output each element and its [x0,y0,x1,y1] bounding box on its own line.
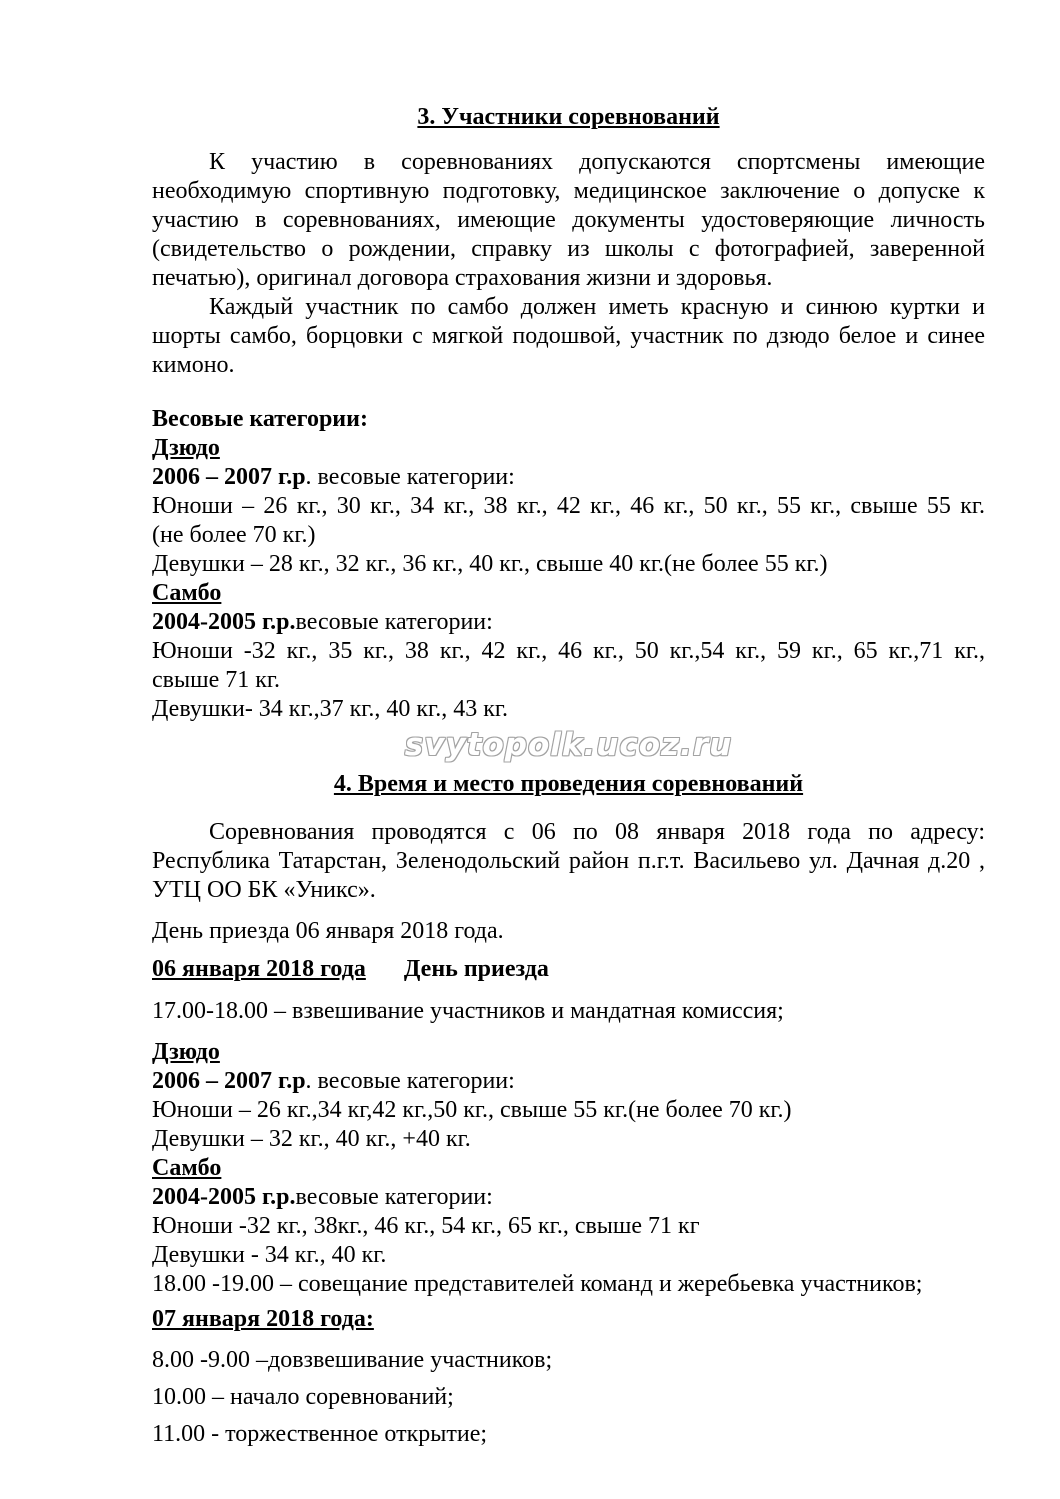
sambo-years-rest: весовые категории: [295,609,493,635]
day1-schedule-weighing: 17.00-18.00 – взвешивание участников и мандатная комиссия; [152,998,784,1024]
judo-years-rest: . весовые категории: [305,464,515,490]
day1-judo-label: Дзюдо [152,1039,220,1065]
day2-schedule-reweighing: 8.00 -9.00 –довзвешивание участников; [152,1347,553,1373]
section-4-heading: 4. Время и место проведения соревнований [333,771,804,797]
judo-boys-weights-line2: (не более 70 кг.) [152,522,316,548]
day2-schedule-start: 10.00 – начало соревнований; [152,1384,454,1410]
day1-sambo-years-rest: весовые категории: [295,1184,493,1210]
day1-judo-years-rest: . весовые категории: [305,1068,515,1094]
day1-sambo-label: Самбо [152,1155,222,1181]
arrival-day-note: День приезда 06 января 2018 года. [152,918,504,944]
day2-date: 07 января 2018 года: [152,1306,374,1332]
sambo-years: 2004-2005 г.р. [152,609,296,635]
day1-sambo-boys-weights: Юноши -32 кг., 38кг., 46 кг., 54 кг., 65 кг., свыше 71 кг [152,1213,700,1239]
sambo-label: Самбо [152,580,222,606]
day1-weight-categories-block [152,1038,985,1299]
judo-boys-weights-line1: Юноши – 26 кг., 30 кг., 34 кг., 38 кг., 42 кг., 46 кг., 50 кг., 55 кг., свыше 55 кг. [152,493,985,519]
day1-sambo-girls-weights: Девушки - 34 кг., 40 кг. [152,1242,387,1268]
day1-sambo-years-line [152,1183,985,1212]
judo-years-line [152,463,985,492]
weight-categories-header: Весовые категории: [152,406,368,432]
sambo-boys-weights-line1: Юноши -32 кг., 35 кг., 38 кг., 42 кг., 46 кг., 50 кг.,54 кг., 59 кг., 65 кг.,71 кг., [152,638,985,664]
day2-schedule-opening: 11.00 - торжественное открытие; [152,1421,488,1447]
day1-sambo-years: 2004-2005 г.р. [152,1184,296,1210]
weight-categories-block [152,405,985,724]
section-3-heading: 3. Участники соревнований [417,104,720,130]
sambo-years-line [152,608,985,637]
section-3-paragraph-admission: К участию в соревнованиях допускаются спортсмены имеющие необходимую спортивную подготовку, медицинское заключение о допуске к участию в соревнованиях, имеющие документы удостоверяющие личность (свидетельство о рождении, справку из школы с фотографией, заверенной печатью), оригинал договора страхования жизни и здоровья. [152,149,985,291]
day1-judo-years: 2006 – 2007 г.р [152,1068,306,1094]
day1-heading-line [152,955,985,984]
document-content [152,0,985,1449]
sambo-girls-weights: Девушки- 34 кг.,37 кг., 40 кг., 43 кг. [152,696,508,722]
day1-judo-years-line [152,1067,985,1096]
day1-judo-girls-weights: Девушки – 32 кг., 40 кг., +40 кг. [152,1126,471,1152]
section-4-paragraph-venue: Соревнования проводятся с 06 по 08 января 2018 года по адресу: Республика Татарстан, Зеленодольский район п.г.т. Васильево ул. Дачная д.20 , УТЦ ОО БК «Уникс». [152,819,985,903]
judo-years: 2006 – 2007 г.р [152,464,306,490]
judo-label: Дзюдо [152,435,220,461]
day1-label: День приезда [403,956,549,982]
site-watermark: svytopolk.ucoz.ru [404,727,733,763]
section-3-paragraph-uniform: Каждый участник по самбо должен иметь красную и синюю куртки и шорты самбо, борцовки с мягкой подошвой, участник по дзюдо белое и синее кимоно. [152,294,985,378]
day1-schedule-meeting: 18.00 -19.00 – совещание представителей команд и жеребьевка участников; [152,1271,923,1297]
sambo-boys-weights-line2: свыше 71 кг. [152,667,281,693]
day1-judo-boys-weights: Юноши – 26 кг.,34 кг,42 кг.,50 кг., свыше 55 кг.(не более 70 кг.) [152,1097,792,1123]
day1-date: 06 января 2018 года [152,956,366,982]
judo-girls-weights: Девушки – 28 кг., 32 кг., 36 кг., 40 кг., свыше 40 кг.(не более 55 кг.) [152,551,828,577]
